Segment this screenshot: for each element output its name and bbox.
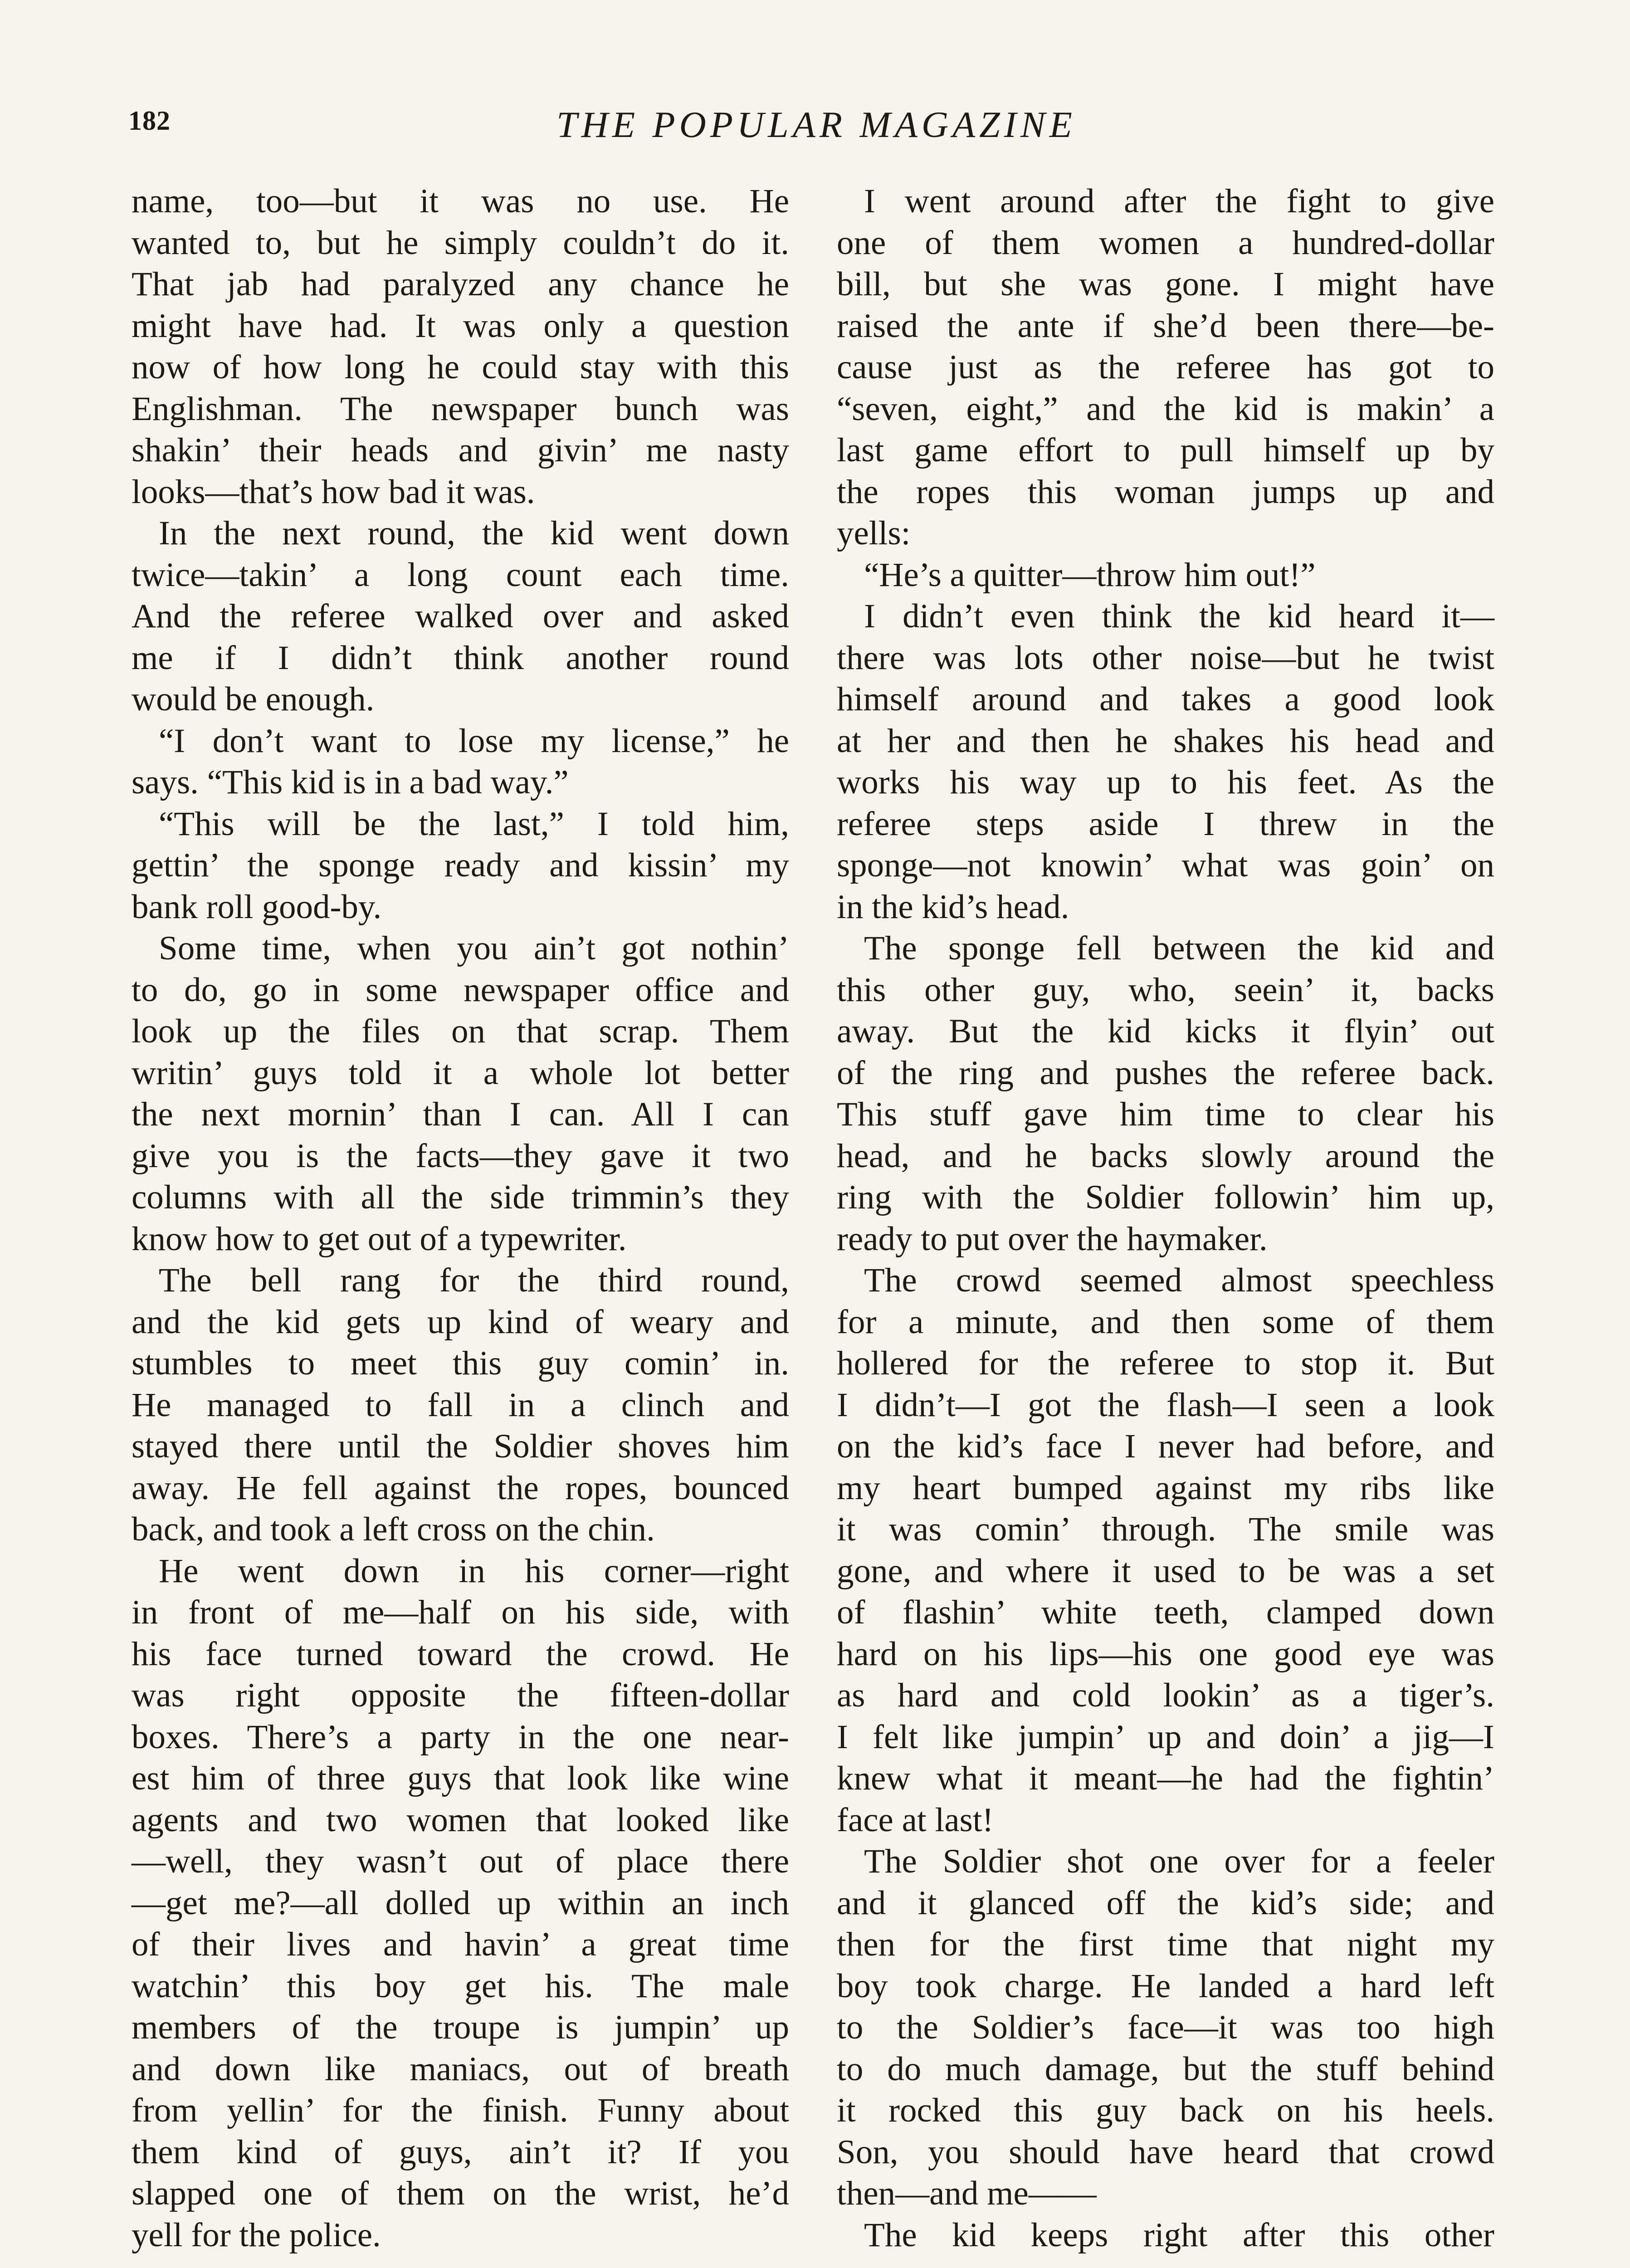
text-line: I went around after the fight to give (864, 182, 1494, 220)
right-column (837, 181, 1494, 2256)
text-line: them kind of guys, ain’t it? If you (132, 2133, 789, 2171)
text-line: of their lives and havin’ a great time (132, 1926, 789, 1963)
text-line: look up the files on that scrap. Them (132, 1012, 789, 1050)
left-column (132, 181, 789, 2256)
text-line: as hard and cold lookin’ as a tiger’s. (837, 1677, 1494, 1714)
text-line: back, and took a left cross on the chin. (132, 1510, 655, 1548)
text-line: shakin’ their heads and givin’ me nasty (132, 431, 789, 469)
text-line: in front of me—half on his side, with (132, 1593, 789, 1631)
text-line: then for the first time that night my (837, 1926, 1494, 1963)
text-line: the next mornin’ than I can. All I can (132, 1095, 789, 1133)
text-line: —well, they wasn’t out of place there (132, 1843, 789, 1880)
text-line: might have had. It was only a question (132, 307, 789, 345)
text-line: twice—takin’ a long count each time. (132, 556, 789, 594)
text-line: And the referee walked over and asked (132, 597, 789, 635)
text-line: “He’s a quitter—throw him out!” (864, 556, 1316, 594)
text-line: and down like maniacs, out of breath (132, 2050, 789, 2088)
text-line: of flashin’ white teeth, clamped down (837, 1593, 1494, 1631)
text-line: Son, you should have heard that crowd (837, 2133, 1494, 2171)
text-line: for a minute, and then some of them (837, 1303, 1494, 1341)
text-line: sponge—not knowin’ what was goin’ on (837, 846, 1494, 884)
text-line: stayed there until the Soldier shoves him (132, 1427, 789, 1465)
text-line: face at last! (837, 1801, 994, 1839)
text-line: there was lots other noise—but he twist (837, 639, 1494, 677)
text-line: raised the ante if she’d been there—be- (837, 307, 1494, 345)
text-line: cause just as the referee has got to (837, 348, 1494, 386)
text-line: yells: (837, 514, 911, 552)
text-line: says. “This kid is in a bad way.” (132, 763, 569, 801)
text-line: agents and two women that looked like (132, 1801, 789, 1839)
text-line: from yellin’ for the finish. Funny about (132, 2092, 789, 2129)
text-line: stumbles to meet this guy comin’ in. (132, 1344, 789, 1382)
text-line: was right opposite the fifteen-dollar (132, 1677, 789, 1714)
text-line: The crowd seemed almost speechless (864, 1261, 1494, 1299)
text-line: Englishman. The newspaper bunch was (132, 390, 789, 428)
text-line: watchin’ this boy get his. The male (132, 1967, 789, 2005)
text-line: “This will be the last,” I told him, (159, 805, 789, 843)
text-line: and it glanced off the kid’s side; and (837, 1884, 1494, 1922)
text-line: me if I didn’t think another round (132, 639, 789, 677)
text-line: This stuff gave him time to clear his (837, 1095, 1494, 1133)
text-line: hollered for the referee to stop it. But (837, 1344, 1494, 1382)
text-line: to do, go in some newspaper office and (132, 971, 789, 1009)
text-line: of the ring and pushes the referee back. (837, 1054, 1494, 1092)
text-line: in the kid’s head. (837, 888, 1069, 926)
text-line: gone, and where it used to be was a set (837, 1552, 1494, 1590)
text-line: at her and then he shakes his head and (837, 722, 1494, 760)
text-line: The kid keeps right after this other (864, 2216, 1494, 2254)
text-line: one of them women a hundred-dollar (837, 224, 1494, 262)
text-line: it rocked this guy back on his heels. (837, 2092, 1494, 2129)
text-line: Some time, when you ain’t got nothin’ (159, 929, 789, 967)
text-line: away. He fell against the ropes, bounced (132, 1469, 789, 1507)
text-line: I felt like jumpin’ up and doin’ a jig—I (837, 1718, 1494, 1756)
text-line: boxes. There’s a party in the one near- (132, 1718, 789, 1756)
text-line: I didn’t even think the kid heard it— (864, 597, 1494, 635)
page-number: 182 (128, 106, 171, 136)
text-line: give you is the facts—they gave it two (132, 1137, 789, 1175)
text-line: his face turned toward the crowd. He (132, 1635, 789, 1673)
text-line: “seven, eight,” and the kid is makin’ a (837, 390, 1494, 428)
text-line: to do much damage, but the stuff behind (837, 2050, 1494, 2088)
text-line: the ropes this woman jumps up and (837, 473, 1494, 511)
text-line: “I don’t want to lose my license,” he (159, 722, 789, 760)
text-line: ready to put over the haymaker. (837, 1220, 1268, 1258)
text-line: knew what it meant—he had the fightin’ (837, 1760, 1494, 1797)
text-line: on the kid’s face I never had before, and (837, 1427, 1494, 1465)
text-line: know how to get out of a typewriter. (132, 1220, 627, 1258)
text-line: boy took charge. He landed a hard left (837, 1967, 1494, 2005)
text-line: He went down in his corner—right (159, 1552, 789, 1590)
text-line: est him of three guys that look like wine (132, 1760, 789, 1797)
text-line: my heart bumped against my ribs like (837, 1469, 1494, 1507)
text-line: columns with all the side trimmin’s they (132, 1178, 789, 1216)
text-line: I didn’t—I got the flash—I seen a look (837, 1386, 1494, 1424)
text-line: He managed to fall in a clinch and (132, 1386, 789, 1424)
text-line: now of how long he could stay with this (132, 348, 789, 386)
text-line: referee steps aside I threw in the (837, 805, 1494, 843)
text-line: —get me?—all dolled up within an inch (132, 1884, 789, 1922)
text-line: The bell rang for the third round, (159, 1261, 789, 1299)
text-line: himself around and takes a good look (837, 680, 1494, 718)
text-line: looks—that’s how bad it was. (132, 473, 535, 511)
text-line: then—and me—— (837, 2175, 1097, 2212)
text-line: this other guy, who, seein’ it, backs (837, 971, 1494, 1009)
running-head: THE POPULAR MAGAZINE (556, 104, 1076, 145)
text-line: away. But the kid kicks it flyin’ out (837, 1012, 1494, 1050)
text-line: it was comin’ through. The smile was (837, 1510, 1494, 1548)
text-line: head, and he backs slowly around the (837, 1137, 1494, 1175)
text-line: writin’ guys told it a whole lot better (132, 1054, 789, 1092)
text-line: works his way up to his feet. As the (837, 763, 1494, 801)
text-line: ring with the Soldier followin’ him up, (837, 1178, 1494, 1216)
text-line: In the next round, the kid went down (159, 514, 789, 552)
text-line: name, too—but it was no use. He (132, 182, 789, 220)
text-line: gettin’ the sponge ready and kissin’ my (132, 846, 789, 884)
text-line: wanted to, but he simply couldn’t do it. (132, 224, 789, 262)
text-line: yell for the police. (132, 2216, 381, 2254)
text-line: The Soldier shot one over for a feeler (864, 1843, 1494, 1880)
text-line: and the kid gets up kind of weary and (132, 1303, 789, 1341)
text-line: would be enough. (132, 680, 375, 718)
text-line: bank roll good-by. (132, 888, 382, 926)
text-line: That jab had paralyzed any chance he (132, 265, 789, 303)
text-line: bill, but she was gone. I might have (837, 265, 1494, 303)
text-line: members of the troupe is jumpin’ up (132, 2009, 789, 2046)
text-line: slapped one of them on the wrist, he’d (132, 2175, 789, 2212)
text-line: The sponge fell between the kid and (864, 929, 1494, 967)
text-line: last game effort to pull himself up by (837, 431, 1494, 469)
text-line: hard on his lips—his one good eye was (837, 1635, 1494, 1673)
text-line: to the Soldier’s face—it was too high (837, 2009, 1494, 2046)
